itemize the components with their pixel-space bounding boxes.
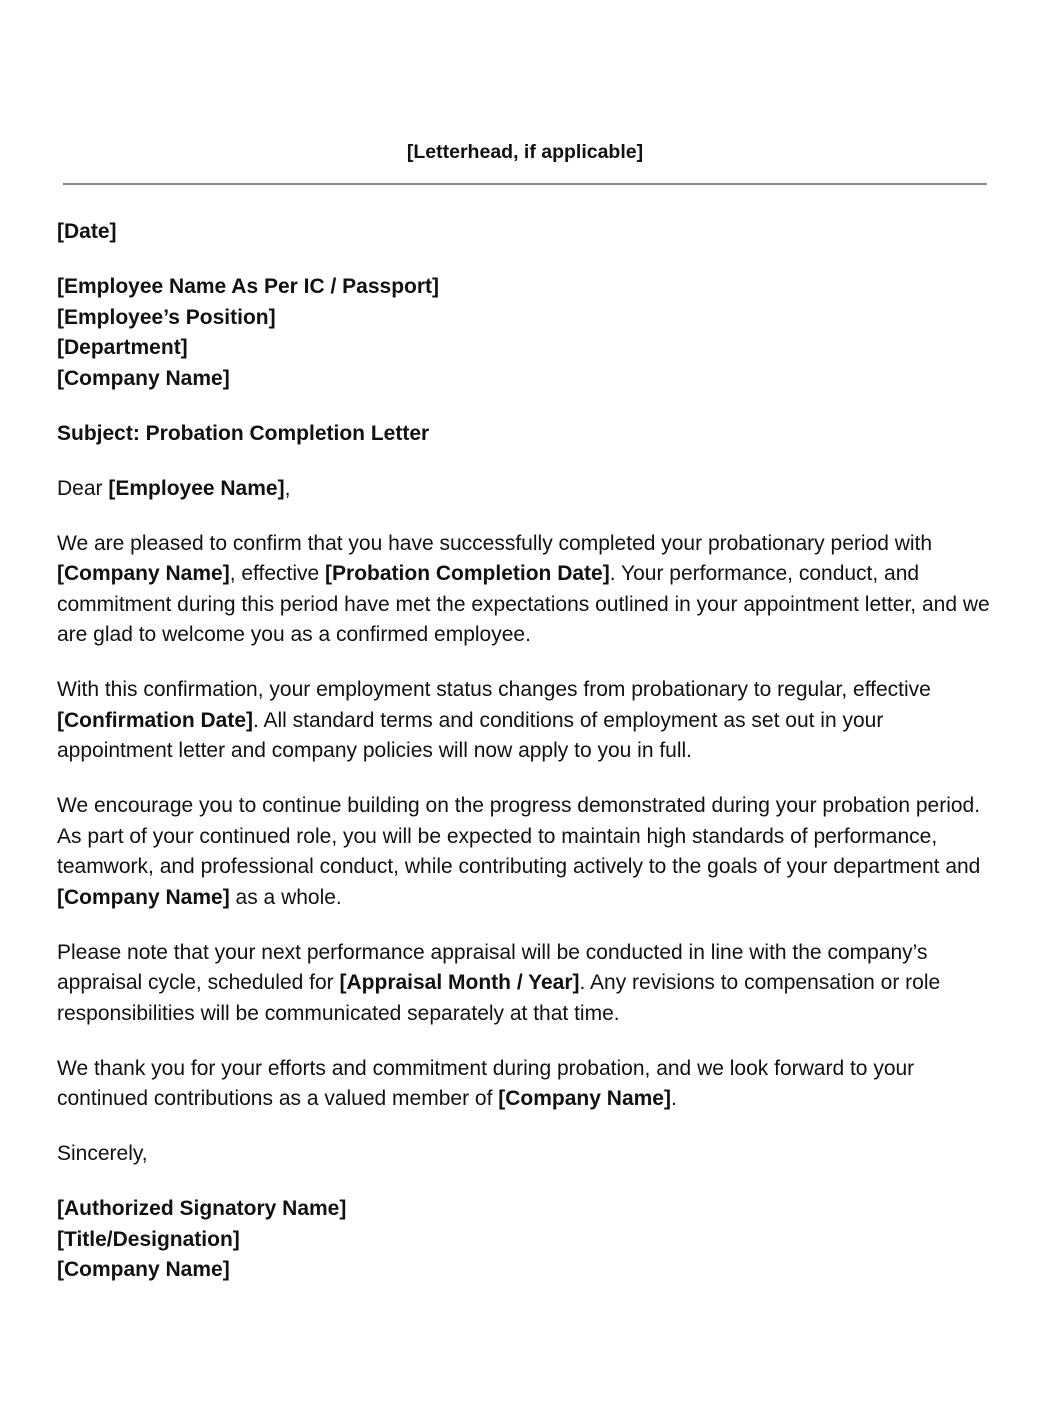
paragraph-confirmation — [57, 529, 997, 651]
paragraph-text: . Your performance, conduct, and commitment during this period have met the expectations outlined in your appointment letter, and we are glad to welcome you as a confirmed employee. — [57, 562, 990, 646]
paragraph-text: as a whole. — [229, 885, 342, 909]
recipient-department: [Department] — [57, 336, 188, 359]
closing-text: Sincerely, — [57, 1142, 148, 1165]
placeholder-company-name: [Company Name] — [57, 562, 230, 585]
recipient-company: [Company Name] — [57, 366, 230, 390]
placeholder-completion-date: [Probation Completion Date] — [325, 562, 610, 585]
paragraph-text: . — [670, 1087, 677, 1110]
signatory-title: [Title/Designation] — [57, 1227, 240, 1251]
paragraph-text: , effective — [229, 562, 326, 585]
letter-date: [Date] — [57, 220, 117, 243]
paragraph-text: Please note that your next performance appraisal will be conducted in line with the company’s appraisal cycle, scheduled for — [57, 940, 928, 994]
placeholder-confirmation-date: [Confirmation Date] — [57, 708, 253, 732]
signatory-company: [Company Name] — [57, 1258, 230, 1281]
paragraph-encouragement — [57, 791, 997, 913]
header-divider — [63, 183, 987, 185]
placeholder-company-name: [Company Name] — [498, 1087, 671, 1110]
paragraph-appraisal — [57, 938, 997, 1030]
paragraph-status — [57, 675, 997, 767]
subject-line — [57, 419, 997, 450]
recipient-position: [Employee’s Position] — [57, 305, 276, 329]
paragraph-text: We are pleased to confirm that you have successfully completed your probationary period with — [57, 531, 933, 555]
placeholder-appraisal-month: [Appraisal Month / Year] — [339, 971, 580, 994]
letter-body — [57, 217, 997, 1310]
signatory-name: [Authorized Signatory Name] — [57, 1197, 347, 1220]
greeting-prefix: Dear — [57, 476, 109, 500]
recipient-name: [Employee Name As Per IC / Passport] — [57, 275, 440, 298]
letterhead: [Letterhead, if applicable] — [406, 141, 644, 163]
paragraph-text: . Any revisions to compensation or role responsibilities will be communicated separately at that time. — [57, 971, 941, 1025]
paragraph-thanks — [57, 1054, 997, 1115]
greeting-name: [Employee Name] — [108, 476, 285, 500]
paragraph-text: . All standard terms and conditions of employment as set out in your appointment letter and company policies will now apply to you in full. — [57, 708, 884, 762]
paragraph-text: We encourage you to continue building on the progress demonstrated during your probation period. As part of your continued role, you will be expected to maintain high standards of performance, teamwork, and professional conduct, while contributing actively to the goals of your department and — [57, 794, 981, 878]
paragraph-text: With this confirmation, your employment status changes from probationary to regular, effective — [57, 678, 931, 701]
signature-block — [57, 1194, 997, 1286]
placeholder-company-name: [Company Name] — [57, 885, 230, 909]
date-block — [57, 217, 997, 248]
closing — [57, 1139, 997, 1170]
greeting — [57, 474, 997, 505]
greeting-suffix: , — [284, 476, 291, 500]
recipient-block — [57, 272, 997, 394]
subject-text: Subject: Probation Completion Letter — [57, 421, 430, 445]
paragraph-text: We thank you for your efforts and commitment during probation, and we look forward to your continued contributions as a valued member of — [57, 1056, 915, 1110]
